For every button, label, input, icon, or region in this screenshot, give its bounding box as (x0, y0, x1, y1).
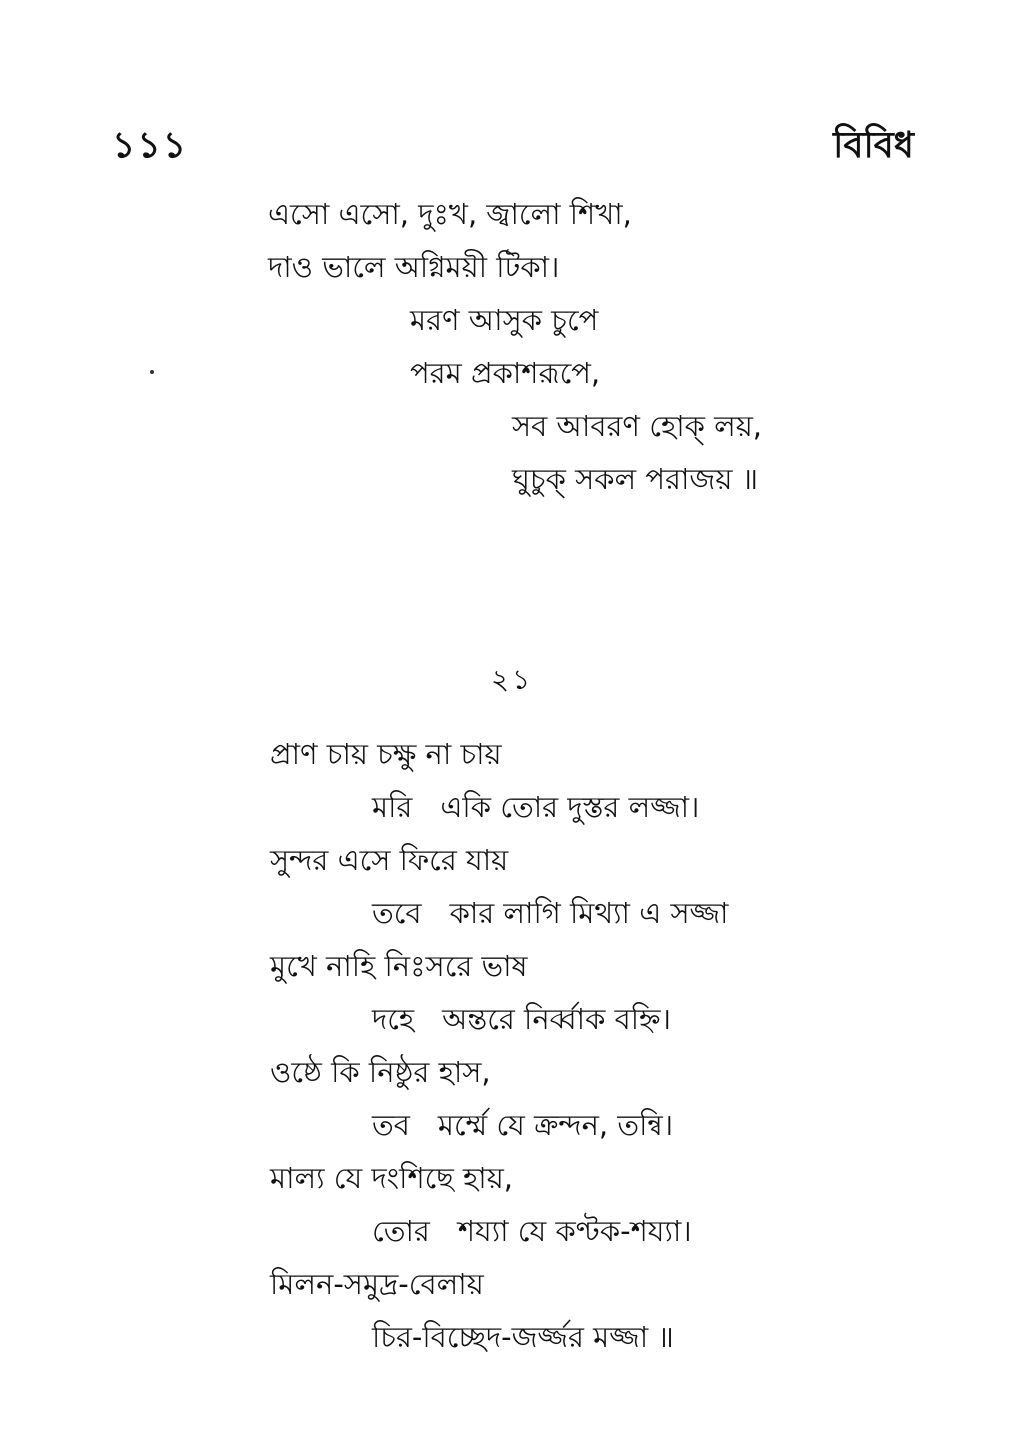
poem-line: চির-বিচ্ছেদ-জর্জ্জর মজ্জা ॥ (372, 1320, 674, 1354)
poem-line: মরণ আসুক চুপে (410, 303, 599, 337)
poem-line: ঘুচুক্ সকল পরাজয় ॥ (512, 462, 759, 496)
line-text: অন্তরে নির্ব্বাক বহ্নি। (442, 1002, 671, 1036)
line-lead-word: মরি (372, 790, 413, 824)
line-text: একি তোর দুস্তর লজ্জা। (440, 790, 700, 824)
line-text: মর্ম্মে যে ক্রন্দন, তন্বি। (437, 1108, 674, 1142)
poem-line: প্রাণ চায় চক্ষু না চায় (270, 737, 502, 771)
poem-line (372, 1108, 674, 1142)
line-lead-word: তোর (372, 1214, 430, 1248)
poem-line: সুন্দর এসে ফিরে যায় (270, 843, 509, 877)
poem-line: মাল্য যে দংশিছে হায়, (270, 1161, 514, 1195)
line-text: কার লাগি মিথ্যা এ সজ্জা (449, 896, 729, 930)
poem-line: এসো এসো, দুঃখ, জ্বালো শিখা, (268, 197, 632, 231)
running-head: বিবিধ (833, 125, 914, 166)
poem-line: মিলন-সমুদ্র-বেলায় (270, 1267, 484, 1301)
poem-line (372, 1214, 692, 1248)
poem-line (372, 1002, 671, 1036)
poem-line: মুখে নাহি নিঃসরে ভাষ (270, 949, 528, 983)
line-lead-word: তব (372, 1108, 410, 1142)
poem-line (372, 790, 700, 824)
poem-line: সব আবরণ হোক্ লয়, (512, 409, 763, 443)
page-number: ১১১ (112, 125, 189, 166)
poem-line: দাও ভালে অগ্নিময়ী টিকা। (268, 250, 560, 284)
stray-mark (150, 370, 154, 374)
page-header (0, 118, 1024, 168)
line-lead-word: দহে (372, 1002, 415, 1036)
line-lead-word: তবে (372, 896, 422, 930)
poem-line (372, 896, 729, 930)
song-number: ২১ (490, 663, 534, 696)
poem-line: পরম প্রকাশরূপে, (410, 356, 601, 390)
poem-line: ওষ্ঠে কি নিষ্ঠুর হাস, (270, 1055, 491, 1089)
line-text: শয্যা যে কণ্টক-শয্যা। (457, 1214, 692, 1248)
